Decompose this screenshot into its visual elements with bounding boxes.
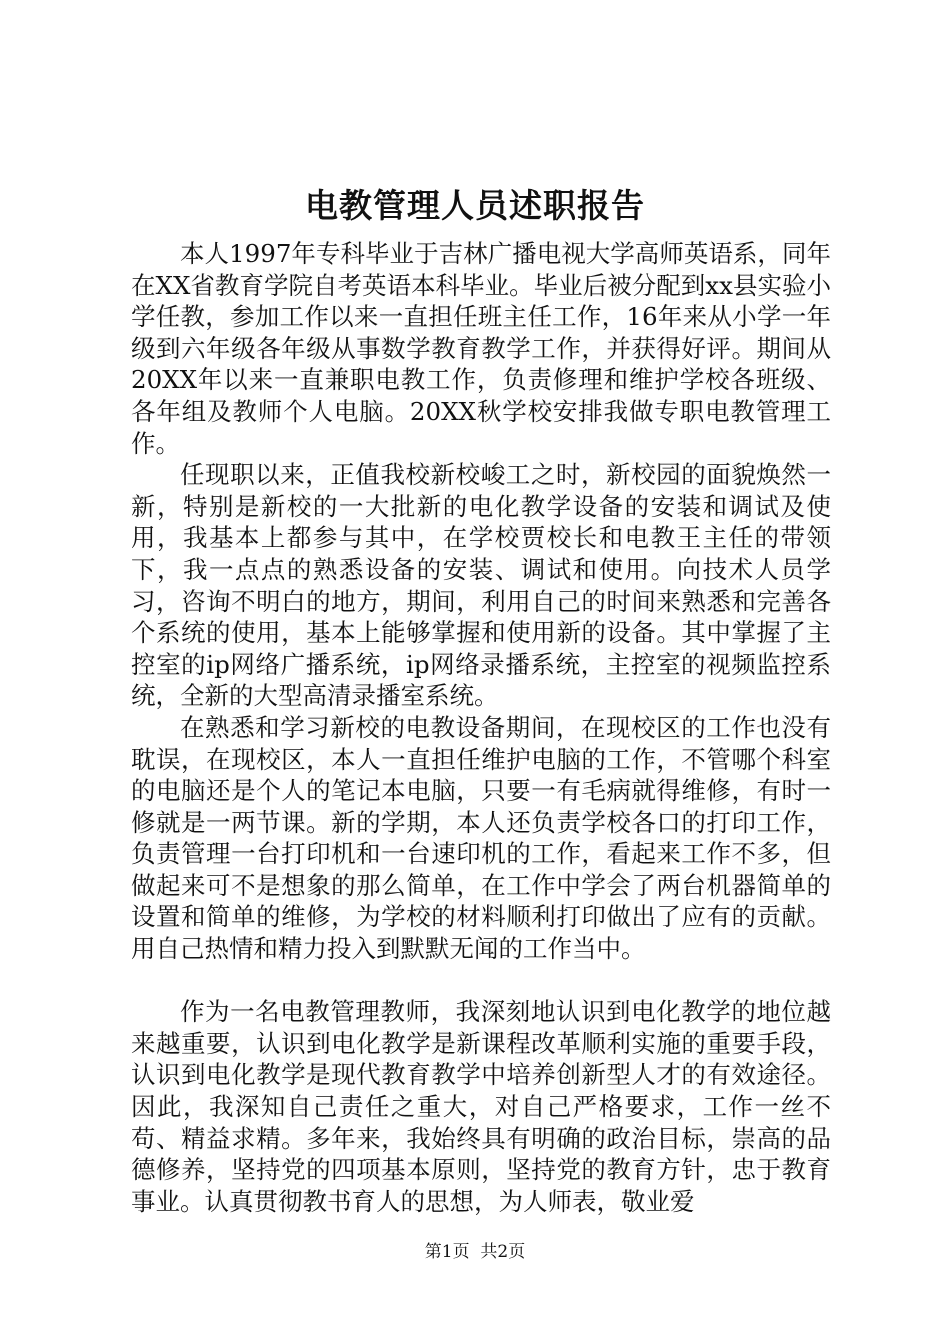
document-title: 电教管理人员述职报告 bbox=[305, 186, 645, 225]
paragraph-2: 任现职以来，正值我校新校峻工之时，新校园的面貌焕然一新，特别是新校的一大批新的电化教学设备的安装和调试及使用，我基本上都参与其中，在学校贾校长和电教王主任的带领下，我一点点的熟悉设备的安装、调试和使用。向技术人员学习，咨询不明白的地方，期间，利用自己的时间来熟悉和完善各个系统的使用，基本上能够掌握和使用新的设备。其中掌握了主控室的ip网络广播系统，ip网络录播系统，主控室的视频监控系统，全新的大型高清录播室系统。 bbox=[131, 460, 831, 711]
document-body bbox=[131, 238, 831, 1217]
paragraph-1: 本人1997年专科毕业于吉林广播电视大学高师英语系，同年在XX省教育学院自考英语本科毕业。毕业后被分配到xx县实验小学任教，参加工作以来一直担任班主任工作，16年来从小学一年级到六年级各年级从事数学教育教学工作，并获得好评。期间从20XX年以来一直兼职电教工作，负责修理和维护学校各班级、各年组及教师个人电脑。20XX秋学校安排我做专职电教管理工作。 bbox=[131, 239, 831, 458]
page-footer: 第1页 共2页 bbox=[424, 1242, 526, 1262]
paragraph-3: 在熟悉和学习新校的电教设备期间，在现校区的工作也没有耽误，在现校区，本人一直担任维护电脑的工作，不管哪个科室的电脑还是个人的笔记本电脑，只要一有毛病就得维修，有时一修就是一两节课。新的学期，本人还负责学校各口的打印工作，负责管理一台打印机和一台速印机的工作，看起来工作不多，但做起来可不是想象的那么简单，在工作中学会了两台机器简单的设置和简单的维修，为学校的材料顺利打印做出了应有的贡献。用自己热情和精力投入到默默无闻的工作当中。 bbox=[131, 712, 831, 964]
paragraph-4: 作为一名电教管理教师，我深刻地认识到电化教学的地位越来越重要，认识到电化教学是新课程改革顺利实施的重要手段，认识到电化教学是现代教育教学中培养创新型人才的有效途径。因此，我深知自己责任之重大，对自己严格要求，工作一丝不苟、精益求精。多年来，我始终具有明确的政治目标，崇高的品德修养，坚持党的四项基本原则，坚持党的教育方针，忠于教育事业。认真贯彻教书育人的思想，为人师表，敬业爱 bbox=[131, 997, 831, 1216]
